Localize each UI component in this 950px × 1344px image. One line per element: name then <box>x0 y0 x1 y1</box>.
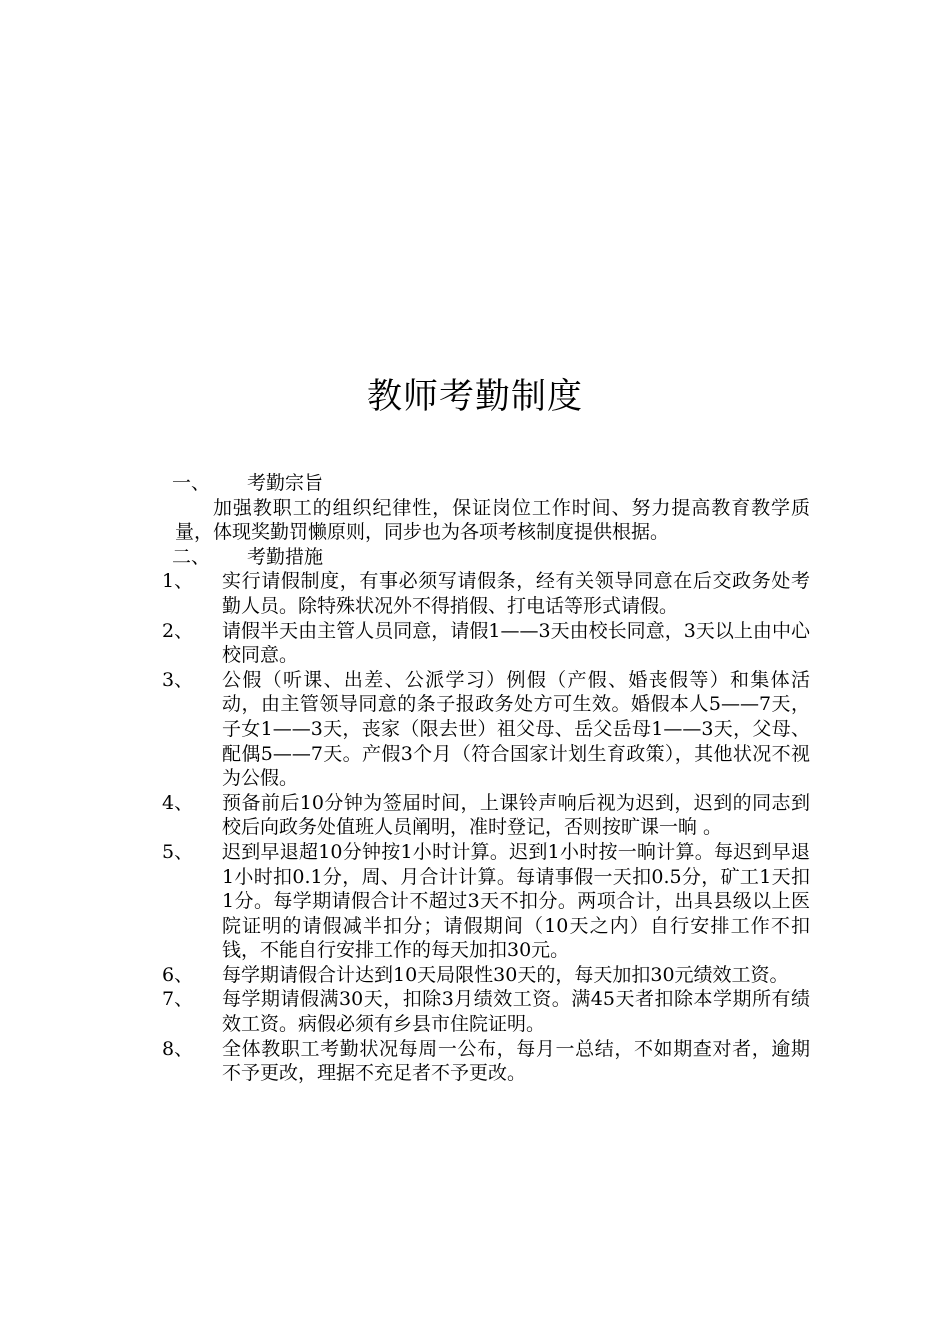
list-item-number: 3、 <box>162 668 194 691</box>
list-item-text: 实行请假制度，有事必须写请假条，经有关领导同意在后交政务处考勤人员。除特殊状况外不得捎假、打电话等形式请假。 <box>222 570 810 617</box>
list-item <box>162 791 810 840</box>
list-item <box>162 619 810 668</box>
section-heading-measures <box>172 545 810 570</box>
list-item-text: 预备前后10分钟为签届时间，上课铃声响后视为迟到，迟到的同志到校后向政务处值班人员阐明，准时登记，否则按旷课一晌 。 <box>222 791 810 839</box>
list-item-number: 4、 <box>162 791 194 814</box>
section-title: 考勤宗旨 <box>247 472 324 494</box>
list-item-text: 每学期请假满30天，扣除3月绩效工资。满45天者扣除本学期所有绩效工资。病假必须有乡县市住院证明。 <box>222 988 810 1036</box>
list-item-text: 公假（听课、出差、公派学习）例假（产假、婚丧假等）和集体活动，由主管领导同意的条子报政务处方可生效。婚假本人5——7天，子女1——3天，丧家（限去世）祖父母、岳父岳母1——3天，父母、配偶5——7天。产假3个月（符合国家计划生育政策），其他状况不视为公假。 <box>222 668 810 790</box>
list-item <box>162 987 810 1036</box>
document-body <box>162 471 810 1086</box>
list-item-text: 迟到早退超10分钟按1小时计算。迟到1小时按一晌计算。每迟到早退1小时扣0.1分，周、月合计计算。每请事假一天扣0.5分，矿工1天扣1分。每学期请假合计不超过3天不扣分。两项合计，出具县级以上医院证明的请假减半扣分；请假期间（10天之内）自行安排工作不扣钱，不能自行安排工作的每天加扣30元。 <box>222 840 810 962</box>
section-title: 考勤措施 <box>247 545 324 568</box>
list-item <box>162 668 810 791</box>
section-number: 二、 <box>172 545 211 568</box>
list-item-text: 请假半天由主管人员同意，请假1——3天由校长同意，3天以上由中心校同意。 <box>222 619 810 667</box>
list-item-text: 全体教职工考勤状况每周一公布，每月一总结，不如期查对者，逾期不予更改，理据不充足者不予更改。 <box>222 1037 810 1085</box>
list-item-number: 6、 <box>162 963 194 986</box>
list-item-number: 8、 <box>162 1037 194 1060</box>
list-item-number: 2、 <box>162 619 194 642</box>
list-item-number: 7、 <box>162 988 194 1011</box>
list-item-number: 5、 <box>162 840 194 863</box>
list-item <box>162 963 810 988</box>
list-item <box>162 840 810 963</box>
list-item <box>162 569 810 618</box>
list-item-text: 每学期请假合计达到10天局限性30天的，每天加扣30元绩效工资。 <box>222 963 789 986</box>
section-number: 一、 <box>172 472 211 494</box>
section-heading-purpose <box>172 471 810 496</box>
document-title: 教师考勤制度 <box>366 377 583 417</box>
list-item-number: 1、 <box>162 570 194 593</box>
list-item <box>162 1037 810 1086</box>
purpose-paragraph: 加强教职工的组织纪律性，保证岗位工作时间、努力提高教育教学质量，体现奖勤罚懒原则，同步也为各项考核制度提供根据。 <box>175 496 810 544</box>
